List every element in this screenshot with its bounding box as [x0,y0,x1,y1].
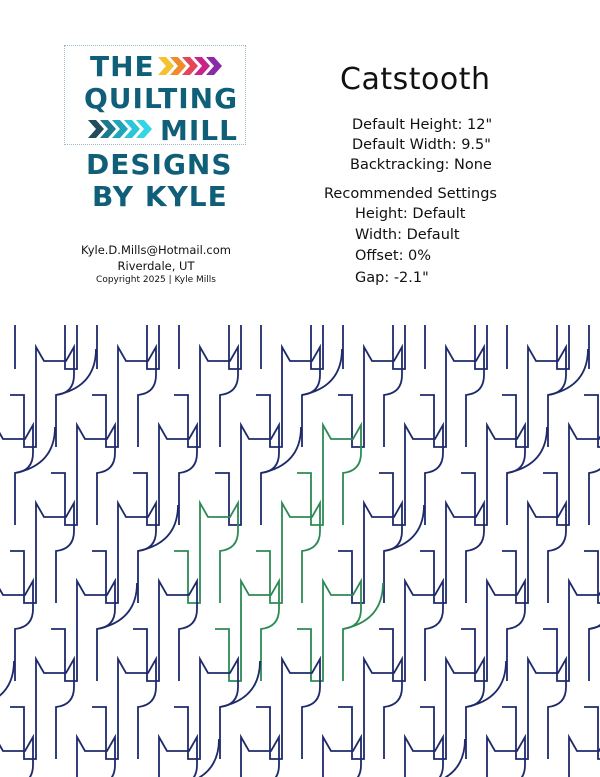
logo-text-mill: MILL [160,114,238,147]
setting-offset: Offset: 0% [355,248,432,264]
setting-width: Width: Default [355,227,460,243]
cat-motif [584,659,600,759]
cat-motif [543,581,600,681]
cat-motif [584,503,600,603]
logo-arrows-cool-icon [88,118,154,140]
tail-curve [56,349,96,395]
recommended-settings-heading: Recommended Settings [324,186,497,202]
cat-motif [543,425,600,525]
tail-curve [343,583,383,629]
spec-default-height: Default Height: 12" [352,117,493,133]
logo-text-the: THE [90,50,155,83]
tail-curve [97,583,137,629]
cat-motif [0,737,33,777]
tail-curve [0,661,14,707]
tail-curve [548,349,588,395]
cat-motif [379,325,443,369]
tail-curve [507,427,547,473]
tail-curve [302,349,342,395]
tail-curve [220,661,260,707]
cat-motif [543,737,600,777]
tail-curve [179,739,219,777]
cat-motif [543,325,600,369]
tail-curve [138,505,178,551]
contact-city: Riverdale, UT [117,259,195,273]
cat-motif [133,325,197,369]
logo-text-quilting: QUILTING [84,82,239,115]
pattern-title: Catstooth [340,62,491,97]
setting-height: Height: Default [355,206,466,222]
cat-motif [0,325,33,369]
logo-text-by-kyle: BY KYLE [92,180,228,213]
logo-arrow-cool-chevron [88,120,104,138]
cat-motif [0,425,33,525]
cat-motif [461,325,525,369]
tail-curve [425,739,465,777]
spec-default-width: Default Width: 9.5" [352,137,491,153]
contact-email[interactable]: Kyle.D.Mills@Hotmail.com [81,243,231,257]
setting-gap: Gap: -2.1" [355,270,429,286]
tail-curve [15,427,55,473]
logo-arrow-warm-chevron [158,57,174,75]
spec-backtracking: Backtracking: None [350,157,492,173]
tail-curve [466,661,506,707]
cat-motif [0,581,33,681]
cat-motif [215,325,279,369]
tail-curve [261,427,301,473]
cat-motif [51,325,115,369]
catstooth-pattern-preview [0,325,600,777]
cat-motif [297,325,361,369]
logo-arrows-warm-icon [158,55,222,77]
logo-text-designs: DESIGNS [86,148,233,181]
copyright-text: Copyright 2025 | Kyle Mills [96,275,216,285]
tail-curve [384,505,424,551]
